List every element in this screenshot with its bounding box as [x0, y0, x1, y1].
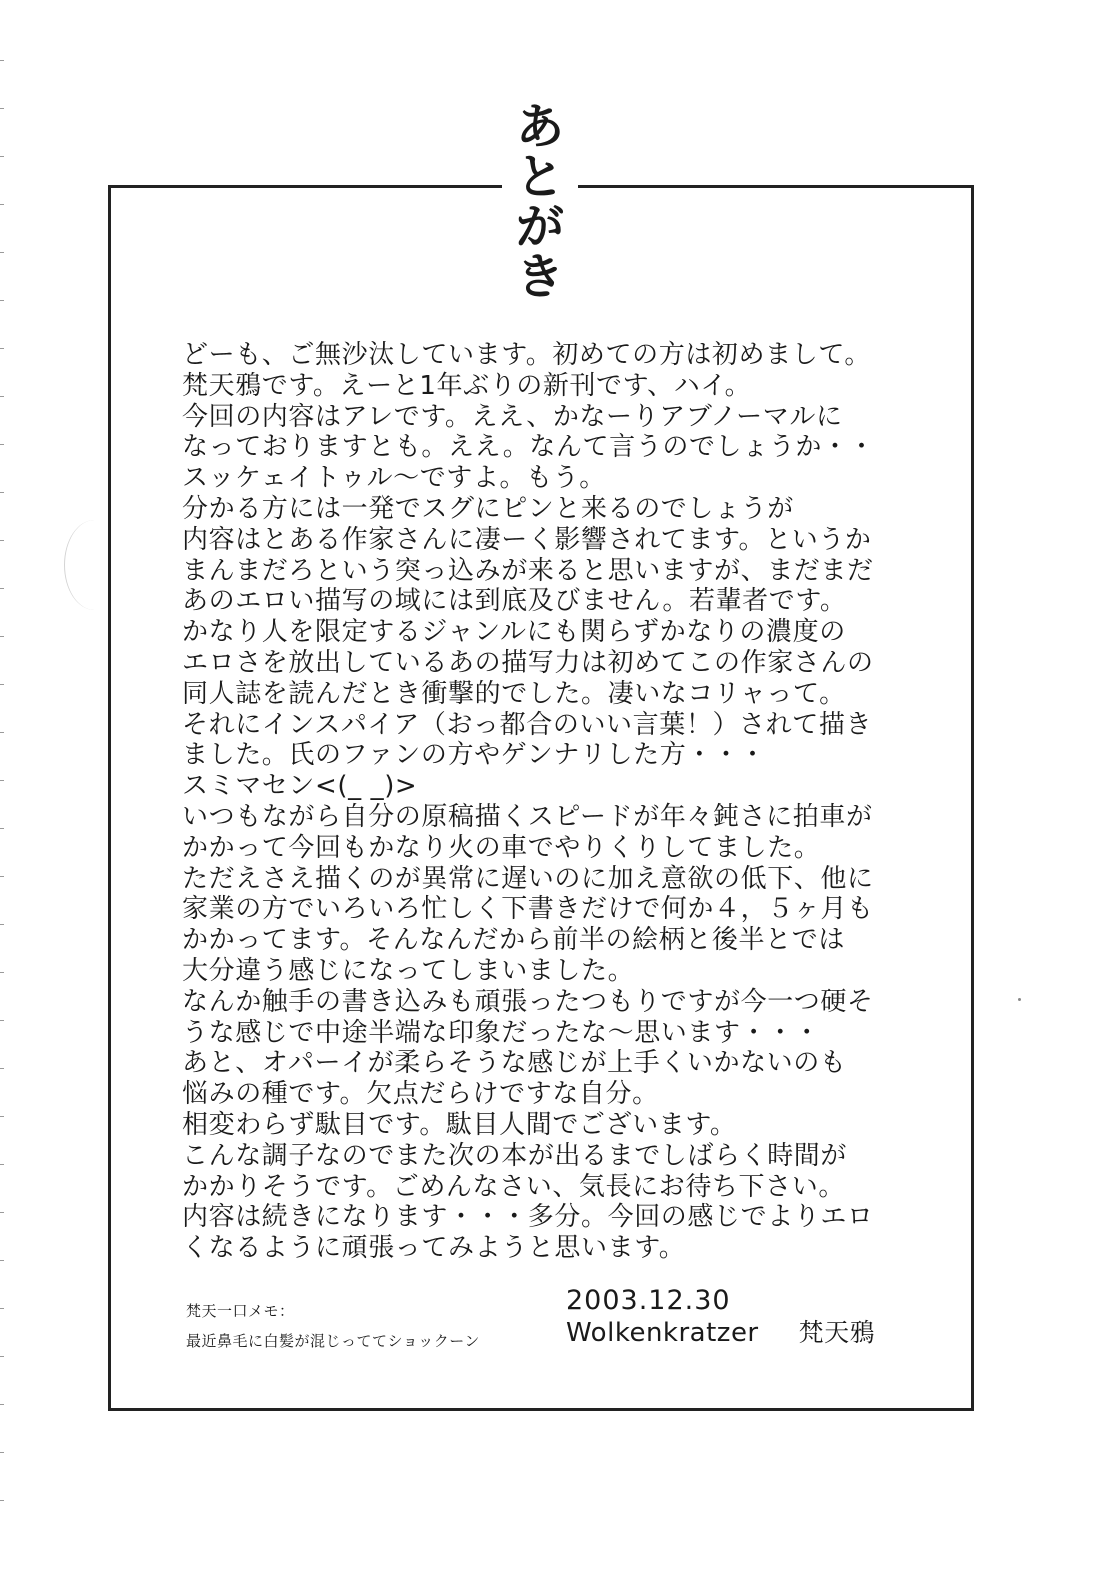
margin-tick: [0, 1452, 4, 1453]
memo-heading: 梵天一口メモ：: [186, 1302, 295, 1320]
margin-tick: [0, 252, 4, 253]
margin-tick: [0, 972, 4, 973]
body-line: 家業の方でいろいろ忙しく下書きだけで何か４，５ヶ月も: [182, 894, 874, 925]
body-line: それにインスパイア（おっ都合のいい言葉！）されて描き: [182, 709, 873, 740]
title-char: が: [515, 199, 564, 255]
body-line: かかって今回もかなり火の車でやりくりしてました。: [182, 832, 821, 863]
body-line: くなるように頑張ってみようと思います。: [182, 1233, 686, 1264]
date-stamp: 2003.12.30: [566, 1285, 731, 1316]
body-line: 同人誌を読んだとき衝撃的でした。凄いなコリャって。: [182, 678, 846, 709]
margin-tick: [0, 396, 4, 397]
margin-tick: [0, 1500, 4, 1501]
body-line: なっておりますとも。ええ。なんて言うのでしょうか・・: [182, 432, 876, 463]
body-line: なんか触手の書き込みも頑張ったつもりですが今一つ硬そ: [182, 986, 874, 1017]
margin-tick: [0, 156, 4, 157]
body-line: こんな調子なのでまた次の本が出るまでしばらく時間が: [182, 1140, 848, 1171]
margin-tick: [0, 780, 4, 781]
body-line: 梵天鴉です。えーと1年ぶりの新刊です、ハイ。: [182, 370, 752, 401]
margin-tick: [0, 204, 4, 205]
memo-block: [186, 1296, 480, 1356]
signature: [566, 1316, 875, 1350]
body-line: スッケェイトゥル～ですよ。もう。: [182, 463, 606, 494]
body-line: あと、オパーイが柔らそうな感じが上手くいかないのも: [182, 1048, 847, 1079]
memo-text: 最近鼻毛に白髪が混じっててショックーン: [186, 1332, 480, 1350]
margin-tick: [0, 1308, 4, 1309]
margin-tick: [0, 1116, 4, 1117]
margin-tick: [0, 924, 4, 925]
margin-tick: [0, 636, 4, 637]
body-line: どーも、ご無沙汰しています。初めての方は初めまして。: [182, 340, 872, 370]
body-line: 悩みの種です。欠点だらけですな自分。: [182, 1079, 659, 1110]
margin-tick: [0, 828, 4, 829]
body-line: 分かる方には一発でスグにピンと来るのでしょうが: [182, 493, 794, 524]
body-line: あのエロい描写の域には到底及びません。若輩者です。: [182, 586, 847, 617]
margin-tick: [0, 588, 4, 589]
body-line: かかってます。そんなんだから前半の絵柄と後半とでは: [182, 925, 845, 956]
margin-tick: [0, 348, 4, 349]
body-line: いつもながら自分の原稿描くスピードが年々鈍さに拍車が: [182, 801, 873, 832]
margin-tick: [0, 1212, 4, 1213]
scan-artifact-dot: [1018, 998, 1021, 1001]
margin-tick: [0, 1356, 4, 1357]
margin-tick: [0, 1020, 4, 1021]
body-line: 相変わらず駄目です。駄目人間でございます。: [182, 1109, 737, 1140]
title-char: あ: [515, 99, 564, 155]
margin-tick: [0, 300, 4, 301]
afterword-body: [182, 340, 962, 1264]
body-line: かかりそうです。ごめんなさい、気長にお待ち下さい。: [182, 1171, 845, 1202]
body-line: ました。氏のファンの方やゲンナリした方・・・: [182, 740, 767, 771]
margin-tick: [0, 1068, 4, 1069]
circle-name: Wolkenkratzer: [566, 1318, 759, 1348]
margin-tick: [0, 732, 4, 733]
margin-tick: [0, 876, 4, 877]
margin-tick: [0, 1260, 4, 1261]
body-line: エロさを放出しているあの描写力は初めてこの作家さんの: [182, 647, 874, 678]
margin-tick: [0, 1404, 4, 1405]
body-line: ただえさえ描くのが異常に遅いのに加え意欲の低下、他に: [182, 863, 874, 894]
title-char: と: [515, 149, 564, 205]
margin-tick: [0, 1164, 4, 1165]
margin-tick: [0, 108, 4, 109]
body-line: 内容はとある作家さんに凄ーく影響されてます。というか: [182, 524, 872, 555]
margin-tick: [0, 684, 4, 685]
author-name: 梵天鴉: [798, 1318, 876, 1347]
body-line: スミマセン<(_ _)>: [182, 771, 418, 802]
title-char: き: [515, 249, 564, 305]
margin-tick: [0, 444, 4, 445]
body-line: まんまだろという突っ込みが来ると思いますが、まだまだ: [182, 555, 874, 586]
body-line: 内容は続きになります・・・多分。今回の感じでよりエロ: [182, 1202, 874, 1233]
body-line: うな感じで中途半端な印象だったな～思います・・・: [182, 1017, 821, 1048]
margin-tick: [0, 492, 4, 493]
margin-tick: [0, 540, 4, 541]
body-line: かなり人を限定するジャンルにも関らずかなりの濃度の: [182, 617, 846, 648]
body-line: 大分違う感じになってしまいました。: [182, 955, 635, 986]
margin-tick: [0, 60, 4, 61]
body-line: 今回の内容はアレです。ええ、かなーりアブノーマルに: [182, 401, 843, 432]
afterword-title: [510, 99, 570, 305]
